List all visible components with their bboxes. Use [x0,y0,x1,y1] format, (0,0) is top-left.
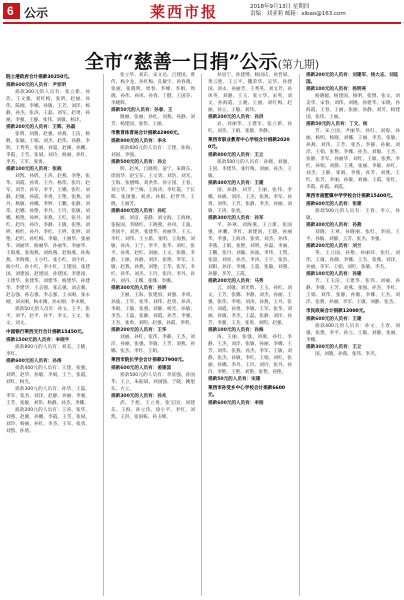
donor-unit-heading: 莱西市孙受乡中心学校合计捐款6600元。 [208,386,286,398]
donation-tier-line: 捐款200元的人员有：王华 [111,328,167,333]
donor-name-list: 孙显宁、孙建博、杨国庆、孙晋斌、黄云胜、王云平、魏荣华、吴华、孙建国、刘永、孙丽芳、王秀英、刘文芳、孙凤英、刘静、王玉、张立华、宋英、刘文、孙海霞、王晓、王丽、刘红梅、赵丽、孙立、王敏、刘伟。 [208,73,292,113]
donation-tier-line: 捐款50元的人员有：丁文、杨 [306,122,368,127]
donation-tier-line: 捐款600元的人员有：姜建国 [111,366,172,371]
donation-tier-line: 捐款300元的人员有：孙明 [111,286,167,291]
donor-name-list: 捐款400元的人员有：王建、张强、刘明、赵华、孙敏、李娟、王兰、张霞、刘红、杨光。 [6,366,90,385]
donor-name-list: 王丽、王海、张建国、刘强、李勇、孙波、王军、张华、刘伟、赵勇、孙涛、李娟、王敏、张燕、刘静、杨光、孙敏、李杰、王磊、张静、刘霞、孙芳、李强、王杰、张勇、刘明、赵强、孙霞、李明。 [111,293,195,326]
donor-name-list: 武、于旭、王立勇、张宝国、刘建东、王海、孙立伟、徐小平、李红、刘凯、王洪、张国栋、孙玉峰。 [111,401,195,420]
donation-tier-line: 捐款100元的人员有：孙建 [306,272,362,277]
donation-tier-line: 捐款300元的人员有：孙军 [208,216,264,221]
donor-name-list: 明、赵凤、吕晓明、姜宁、朱晓东、徐国华、赵宝东、王文勇、刘浩、刘光、王海、张德峰、刘洪伟、孙守国、王春、刘立华、李兰梅、王海涛、李红霞、于长晖、张国强、刘喜、孙殿、赵世华、王晓、王丽芳。 [111,167,195,207]
donation-tier-line: 捐款200元的人员有：刘兰 [306,244,362,249]
donor-name-list: 英、王立国、孙艳、孙丽萍、张红、刘伟、王敏、孙静、李娜、王杰、张燕、刘洋、孙丽、李军、王娟、刘红、张敏、李杰。 [306,251,400,270]
donor-name-list: 涛、王丽、张强、刘燕、孙红、李静、王杰、刘洋、张敏、孙丽、李娜、王芳、刘伟、张燕、孙杰、李军、王敏、刘静、张杰、孙敏、李红、王娟、刘红、张丽、孙娜、李丹、王玲、刘玲、张丹、孙玲、李艳、王艳、刘艳、张艳、孙艳。 [208,335,292,375]
donor-name-list: 捐款50元的人员有：孙文、王平、张平、刘平、赵平、孙平、李文、王文、张文、刘文。 [6,307,90,326]
donor-name-list: 云、刘敏、刘光辉、王玉、孙红、刘文、王芳、张娜、李静、刘杰、孙丽、王强、张伟、李娟、刘涛、孙燕、王丹、张玲、刘霞、孙勇、李敏、王军、张华、刘丽、孙敏、李杰、王磊、张静、刘洋、孙芳、李强、王杰、张勇、刘明、赵强。 [208,286,292,326]
column-divider [299,74,300,596]
donation-tier-line: 捐款300元的人员有：孙燕 [306,223,362,228]
donation-tier-line: 捐款100元的人员有：张晓 [6,167,62,172]
donation-tier-line: 捐款200元的人员有：刘建军、杨大志、刘延国。 [306,73,399,85]
donor-name-list: 张明、刘燕、赵强、孙燕、王洁、杨帆、张颖、王娟、刘杰、赵伟、孙静、李明、王秀英、张丽、刘超、赵刚、孙鹏、李霞、王雪、张斌、刘玲、杨丽、孙红、李杰、王军、张勇。 [6,132,90,165]
donation-tier-line: 捐款50元的人员有：宋建 [208,377,261,382]
donor-name-list: 丽、刘彦、姜静、刘文海、王海林、张振国、李晓红、王晓燕、孙风、王波、李国平、刘洪、张建华、孙丽华、王玉、李红、刘伟、王立新、张明、王海燕、刘敏、孙涛、王宁、李平、张华、刘红、张平、孙勇、赵红、刘丽、王文、张敏、李静、王丽、孙静、刘洋、张艳、李军、王敏、赵燕、孙燕、刘艳、王华、张军、李红、孙华、刘杰、王玲、张玲、李丹、孙丹、刘丹、王娜、张娜、李娜。 [111,216,195,284]
donor-unit-heading: 市民政局合计捐款12000元。 [306,309,368,314]
donor-name-list: 捐款500元的人员有：孙晓、刘强、王国、李建华、张红梅、刘丽、孙杰、王敏。 [208,160,292,179]
editor-email: 责编：刘亚莉 邮箱：xibao@163.com [250,11,346,17]
donation-tier-line: 捐款200元的人员有：马秀 [208,279,264,284]
header-divider [3,22,401,24]
donor-name-list: 刘晓、王翠、孙晓丽、张红、李国、王平、孙敏、刘静、王芳、张杰、李强。 [306,230,400,242]
text-column-2 [111,72,195,598]
donation-tier-line: 捐款800元的人员有：李永 [111,139,167,144]
donor-name-list: 刘凯、孙倩、王涛、赵燕、李艳、张华、刘霞、孙勇、王丹、杨伟、张玲、赵军、刘芳、孙军、李平、王娜、张红、刘静、赵敏、孙霞、李勇、王艳、张燕、刘丹、杨敏、孙娜、李婷、王鹏、张静、刘伟、赵娜、孙艳、李丹、王玲、张敏、刘娜、杨艳、孙婷、李燕、王红、张丹、刘红、赵玲、孙玲、李静、王敏、张艳、刘婷、杨红、孙丹、李红、王婷、张婷、刘艳、赵红、孙红梅、李敏、王丽华、张丽华、刘丽华、杨丽华、孙丽华、李丽华、王海燕、张海燕、刘海燕、赵海燕、孙海燕、李海燕、王小红、张小红、刘小红、杨小红、孙小红、李小红、王建国、张建国、刘建国、赵建国、孙建国、李建国、王建华、张建华、刘建华、杨建华、孙建华、李建华、王志强、张志强、刘志强、赵志强、孙志强、李志强、王永刚、张永刚、刘永刚、杨永刚、孙永刚、李永刚。 [6,174,90,305]
donation-tier-line: 捐款100元的人员有：杨明亮 [306,87,367,92]
donation-tier-line: 捐款1500元的人员有：李晓宇 [6,338,70,343]
donor-name-list: 晓丽、张丽、孙红、刘燕、孙静、刘芳、杨建国、张伟、王丽。 [111,115,195,127]
donation-tier-line: 捐款600元的人员有：孙涛 [6,359,62,364]
donor-name-list: 刘丽、孙红、张伟、李静、王杰、刘洋、孙丽、张强、李敏、王芳、刘燕、孙娜、张杰、李红、王娟。 [111,335,195,354]
donor-name-list: 芳、王玉洁、王建华、张伟、刘丽、孙静、李敏、王芳、刘燕、张强、孙杰、李红、王娟、刘伟、张静、孙敏、李娜、王杰、刘洋、张燕、孙丽、李军、王敏、刘静、张杰。 [306,279,400,305]
newspaper-brand: 莱西市报 [150,3,219,21]
donor-name-list: 杨晓媛、杨建国、杨明、张博、张文、刘美华、宋春、刘伟、刘晓、孙建华、宋晓、孙海霞、王春、王丽、张丽、孙静、刘芳、杨建国、张伟、王丽。 [306,94,400,120]
donation-tier-line: 捐款400元的人员有：孙红 [111,209,167,214]
donor-name-list: 捐款300元的人员有：孙华、王磊、李军、张杰、刘洋、赵静、孙丽、李强、王芳、张敏、刘伟、杨静、孙杰、李娜。 [6,387,90,406]
donor-unit-heading: 市教育体育局合计捐款42900元。 [111,131,183,136]
page-header [0,0,404,22]
donation-tier-line: 捐款300元的人员有：王立 [306,345,362,350]
donation-tier-line: 捐款300元的人员有：孙兆 [111,394,167,399]
title-main: 全市“慈善一日捐”公示 [84,51,278,73]
donation-tier-line: 捐款100元的人员有：孙海 [208,328,264,333]
column-divider [201,74,202,596]
title-issue: (第九期) [277,58,320,71]
column-divider [103,74,104,596]
donor-name-list: 捐款200元的人员有：王涛、张华、刘燕、赵刚、孙鹏、李霞、王雪、张斌、刘玲、杨丽、孙红、李杰、王军、张勇、刘凯、孙倩。 [6,408,90,434]
donation-tier-line: 捐款200元的人员有：王辉、孙磊 [6,125,76,130]
donation-tier-line: 捐款600元的人员有：王建 [306,317,362,322]
donation-tier-line: 捐款600元的人员有：张建 [306,202,362,207]
donor-name-list: 捐款800元的人员有：刘美、王晓、李红。 [6,345,90,357]
donation-tier-line: 捐款200元的人员有：孙洪 [208,115,264,120]
donation-tier-line: 捐款800元的人员有：王立 [208,153,264,158]
text-column-4 [306,72,400,598]
donor-name-list: 捐款600元的人员有：王建、孙海、刘国、李强。 [111,146,195,158]
donor-unit-heading: 中国银行莱西支行合计捐款15450元。 [6,330,87,335]
donation-tier-line: 捐款400元的人员有：王建 [208,181,264,186]
donation-tier-line: 捐款600元的人员有：尹家明 [6,83,67,88]
page-number: 6 [7,4,14,18]
donor-unit-heading: 院士港政府合计捐款30250元。 [6,75,73,80]
donor-name-list: 岩、刘丽华、王建军、张立新、孙红、刘杰、王娟、张敏、李静。 [208,122,292,134]
text-column-1 [6,72,90,598]
donation-tier-line: 捐款600元的人员有：李刚 [208,401,264,406]
donor-name-list: 国、刘晓、孙燕、张伟、李杰。 [315,352,380,357]
donor-name-list: 捐款400元的人员有：孙文、王春、刘强、张建、李平、孙立、王敏、刘静、张丽、李娜。 [306,324,400,343]
donation-tier-line: 捐款500元的人员有：孙立 [111,160,167,165]
donor-name-list: 芳、宋立国、尹丽华、孙红、刘海、孙丽、杨明、杨晓、刘娜、王丽、李杰、张敏、孙燕、刘伟、王芳、张杰、李静、孙敏、刘洋、王娟、张艳、李娜、孙杰、刘敏、王杰、张静、李军、孙丽华、刘红、王敏、张燕、李红、孙娟、刘静、王燕、张丽、李敏、孙红、刘杰、王静、张娟、李燕、孙芳、刘燕、王红、张芳、李丽、孙敏、刘丽、王霞、张红、李霞、孙霞、刘霞。 [306,129,400,190]
donor-name-list: 张立华、刘东、宋文达、吕建国、黄传、杨少龙、孙红梅、孔敏宇、孙春燕、张丽、张晓明、周春、李峰、李娟、周晓、孙伟、孙凤、孙春、丁健、王国芬、李晓辉。 [111,73,195,106]
donor-unit-heading: 莱西市职业教育中心学校合计捐款20200元。 [208,138,290,150]
donor-name-list: 捐款500元的人员有：李富强、孙国华、王立、朱振斌、刘国强、于晓、姚旭东、方立。 [111,373,195,392]
donor-name-list: 国、孙静、刘芳、王丽、张伟、李娜、孙敏、刘洋、王杰、张燕、李军、孙勇、刘伟、王芳、张静、李杰、孙丽、刘敏、王涛、张勇。 [208,188,292,214]
donor-name-list: 平、孙翠、刘海燕、王立新、张国强、孙鹏、李红、刘建国、王晓、孙丽华、李强、王海涛、张勇、刘杰、孙伟、李燕、王娟、张艳、刘明、孙磊、李丽、王鹏、张丹、刘颖、孙波、李伟、王凯、张超、刘亮、孙杰、李涛、王宇、张浩、刘阳、孙洋、李刚、王超、张敏、刘燕、孙静、李芳、王霞。 [208,223,292,277]
donor-name-list: 捐款300元的人员有：张立新、孙浩、王文强、刘红梅、张明、赵丽、孙伟、陈刚、李娜、孙敏、王芳、刘洋、杨静、孙杰、张涛、王磊、刘军、赵勇、孙丽、李强、王静、张伟、刘敏、杨洋。 [6,90,90,123]
issue-date: 2018年9月13日 星期四 [250,4,310,10]
donor-name-list: 捐款500元的人员有：王春、李立、孙敏。 [306,209,400,221]
donor-unit-heading: 莱西市南墅镇中学学校合计捐款15400元。 [306,194,396,199]
text-column-3 [208,72,292,598]
donor-unit-heading: 莱西市院长学会合计捐款27900元。 [111,358,187,363]
page-number-badge [3,3,20,19]
section-name: 公示 [24,6,49,20]
donation-tier-line: 捐款50元的人员有：孙春、王 [111,108,173,113]
article-title [0,47,404,74]
